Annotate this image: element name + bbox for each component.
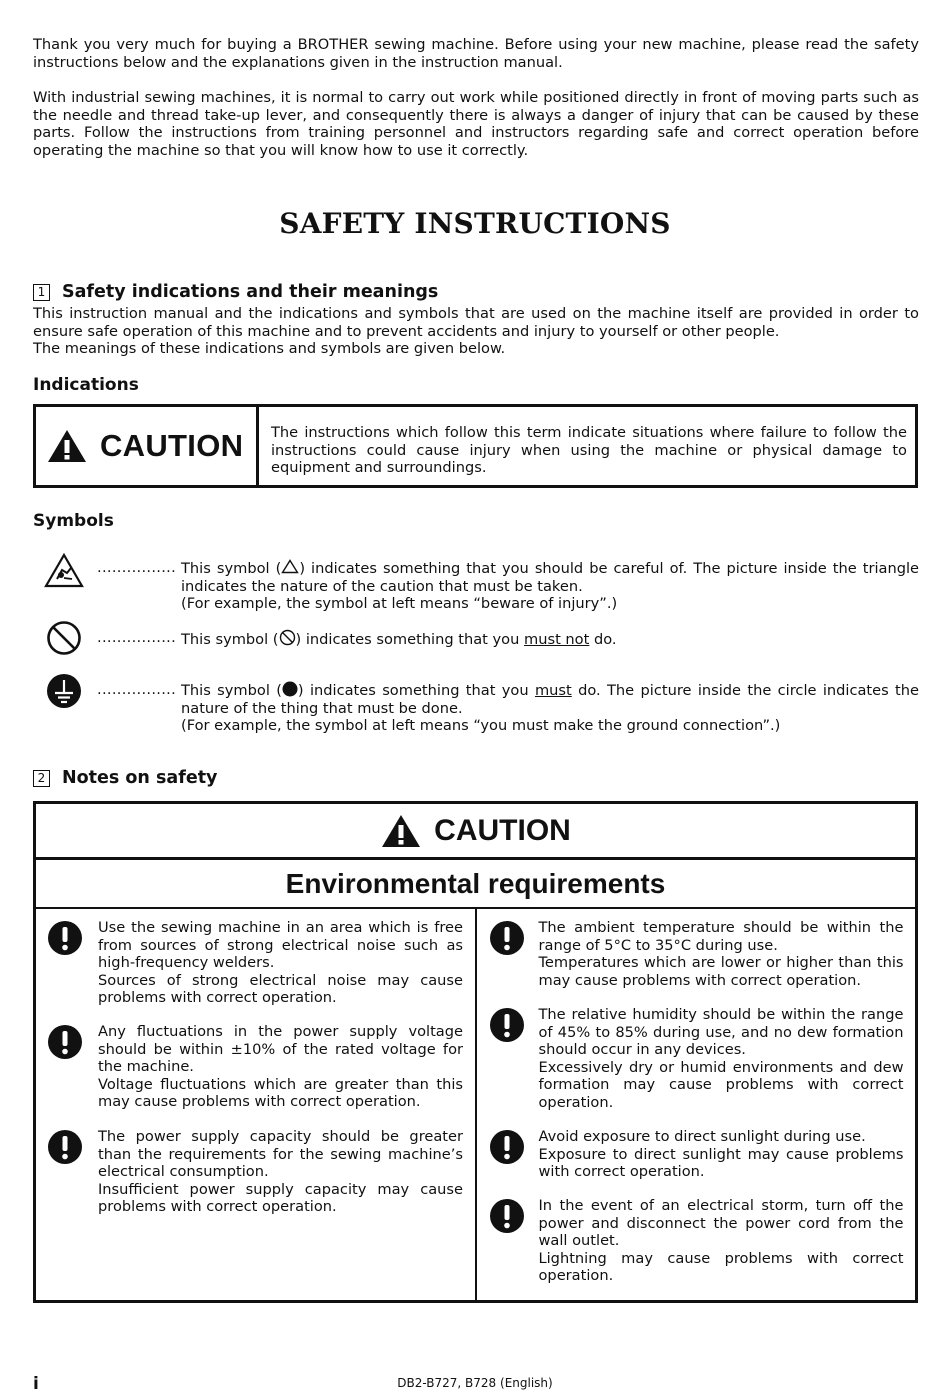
symbol-3-post: do. The picture inside the circle indicates the nature of the thing that must be done. (181, 682, 920, 717)
mandatory-instruction-icon (47, 1129, 83, 1165)
requirements-right-column (477, 909, 916, 1301)
caution-word: CAUTION (100, 428, 244, 463)
prohibited-icon (46, 620, 82, 656)
mandatory-instruction-icon (47, 1024, 83, 1060)
caution-description: The instructions which follow this term indicate situations where failure to follow the instructions could cause injury when using the machine or physical damage to equipment and surroundings. (271, 424, 907, 476)
symbol-1-pre: This symbol ( (181, 560, 282, 577)
item-main-text: The ambient temperature should be within the range of 5°C to 35°C during use. (538, 919, 904, 954)
section-1-heading (33, 282, 438, 302)
item-main-text: In the event of an electrical storm, turn off the power and disconnect the power cord from the wall outlet. (538, 1197, 904, 1249)
symbol-text-1 (181, 559, 919, 613)
warning-triangle-icon (46, 428, 88, 464)
symbol-text-3 (181, 681, 919, 735)
section-1-text-2: The meanings of these indications and symbols are given below. (33, 340, 506, 357)
intro-paragraph-1: Thank you very much for buying a BROTHER sewing machine. Before using your new machine, please read the safety instructions below and the explanations given in the instruction manual. (33, 36, 919, 71)
indications-heading: Indications (33, 375, 139, 395)
environmental-caution-box (33, 801, 918, 1303)
symbol-3-mid: ) indicates something that you (297, 682, 535, 699)
beware-of-injury-icon (44, 553, 84, 589)
item-sub-text: Excessively dry or humid environments and dew formation may cause problems with correct operation. (538, 1058, 904, 1111)
requirements-left-column (36, 909, 477, 1301)
caution-label-cell (36, 407, 259, 485)
symbol-2-post: do. (589, 631, 617, 648)
item-main-text: Avoid exposure to direct sunlight during use. (538, 1128, 866, 1145)
mandatory-instruction-icon (489, 1198, 525, 1234)
section-1-number: 1 (33, 284, 50, 301)
symbol-2-mid: ) indicates something that you (295, 631, 524, 648)
symbol-3-example: (For example, the symbol at left means “you must make the ground connection”.) (181, 717, 781, 734)
item-main-text: The power supply capacity should be greater than the requirements for the sewing machine’s electrical consumption. (98, 1128, 463, 1180)
caution-header (36, 804, 915, 860)
item-sub-text: Exposure to direct sunlight may cause problems with correct operation. (538, 1145, 904, 1180)
symbol-2-pre: This symbol ( (181, 631, 279, 648)
list-item (477, 1197, 904, 1285)
item-sub-text: Lightning may cause problems with correct operation. (538, 1249, 904, 1284)
item-sub-text: Voltage fluctuations which are greater than this may cause problems with correct operation. (98, 1075, 463, 1110)
section-2-title: Notes on safety (62, 768, 218, 788)
mandatory-instruction-icon (489, 920, 525, 956)
page-title: SAFETY INSTRUCTIONS (279, 207, 671, 240)
inline-filled-circle-icon (282, 681, 298, 697)
symbol-3-pre: This symbol ( (181, 682, 282, 699)
caution-text-cell (259, 407, 915, 485)
item-sub-text: Temperatures which are lower or higher than this may cause problems with correct operation. (538, 954, 904, 989)
section-2-number: 2 (33, 770, 50, 787)
section-1-body (33, 305, 919, 358)
mandatory-instruction-icon (489, 1129, 525, 1165)
mandatory-instruction-icon (47, 920, 83, 956)
symbol-dots-1: ................ (97, 559, 177, 576)
warning-triangle-icon (380, 813, 422, 849)
list-item (36, 1128, 463, 1216)
intro-paragraph-2: With industrial sewing machines, it is normal to carry out work while positioned directly in front of moving parts such as the needle and thread take-up lever, and consequently there is always a danger of injury that can be caused by these parts. Follow the instructions from training personnel and instructors regarding safe and correct operation before operating the machine so that you will know how to use it correctly. (33, 89, 919, 159)
symbol-1-post: ) indicates something that you should be careful of. The picture inside the triangle indicates the nature of the caution that must be taken. (181, 560, 919, 595)
section-1-text-1: This instruction manual and the indications and symbols that are used on the machine itself are provided in order to ensure safe operation of this machine and to prevent accidents and injury to yourself or other people. (33, 305, 919, 340)
item-main-text: Use the sewing machine in an area which is free from sources of strong electrical noise such as high-frequency welders. (98, 919, 463, 971)
list-item (36, 1023, 463, 1111)
symbol-row-prohibited (33, 629, 919, 649)
environmental-requirements-title: Environmental requirements (36, 860, 915, 909)
caution-header-word: CAUTION (434, 813, 571, 847)
section-1-title: Safety indications and their meanings (62, 282, 439, 302)
inline-prohibited-icon (279, 629, 296, 646)
page-number: i (33, 1374, 39, 1394)
ground-connection-icon (46, 673, 82, 709)
item-sub-text: Insufficient power supply capacity may cause problems with correct operation. (98, 1180, 463, 1215)
symbol-dots-2: ................ (97, 629, 177, 646)
inline-triangle-icon (281, 559, 299, 574)
symbol-row-caution (33, 559, 919, 613)
symbols-heading: Symbols (33, 511, 114, 531)
item-main-text: Any fluctuations in the power supply voltage should be within ±10% of the rated voltage for the machine. (98, 1023, 463, 1075)
section-2-heading (33, 768, 217, 788)
mandatory-instruction-icon (489, 1007, 525, 1043)
list-item (477, 919, 904, 989)
symbol-dots-3: ................ (97, 681, 177, 698)
item-sub-text: Sources of strong electrical noise may cause problems with correct operation. (98, 971, 463, 1006)
symbol-2-emphasis: must not (524, 631, 590, 648)
caution-indication-box (33, 404, 918, 488)
list-item (477, 1006, 904, 1111)
list-item (36, 919, 463, 1007)
requirements-columns (36, 909, 915, 1301)
symbol-text-2 (181, 629, 919, 649)
symbol-3-emphasis: must (534, 682, 572, 699)
symbol-row-mandatory (33, 681, 919, 735)
list-item (477, 1128, 904, 1181)
item-main-text: The relative humidity should be within the range of 45% to 85% during use, and no dew formation should occur in any devices. (538, 1006, 904, 1058)
document-code: DB2-B727, B728 (English) (397, 1376, 553, 1390)
symbol-1-example: (For example, the symbol at left means “beware of injury”.) (181, 595, 618, 612)
